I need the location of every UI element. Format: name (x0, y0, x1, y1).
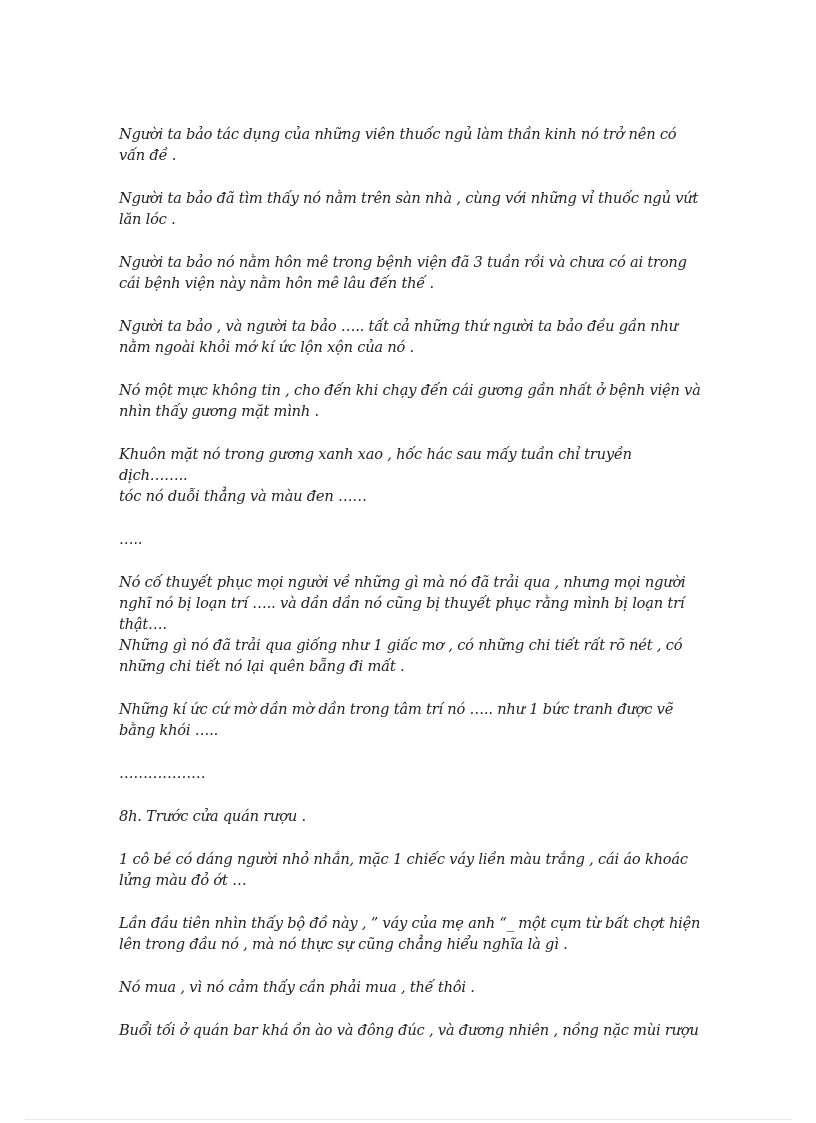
paragraph-ellipsis-1: ….. (119, 531, 143, 548)
page-bottom-divider (25, 1119, 791, 1120)
paragraph-9: Những gì nó đã trải qua giống như 1 giấc mơ , có những chi tiết rất rõ nét , có những chi tiết nó lại quên bẵng đi mất . (119, 637, 683, 675)
paragraph-15: Nó mua , vì nó cảm thấy cần phải mua , thế thôi . (119, 979, 475, 996)
paragraph-3: Người ta bảo nó nằm hôn mê trong bệnh viện đã 3 tuần rồi và chưa có ai trong cái bệnh viện này nằm hôn mê lâu đến thế . (119, 254, 687, 292)
paragraph-12: 8h. Trước cửa quán rượu . (119, 808, 306, 825)
paragraph-4: Người ta bảo , và người ta bảo ….. tất cả những thứ người ta bảo đều gần như nằm ngoài khỏi mớ kí ức lộn xộn của nó . (119, 318, 678, 356)
paragraph-13: 1 cô bé có dáng người nhỏ nhắn, mặc 1 chiếc váy liền màu trắng , cái áo khoác lửng màu đỏ ớt … (119, 851, 688, 889)
paragraph-5: Nó một mực không tin , cho đến khi chạy đến cái gương gần nhất ở bệnh viện và nhìn thấy gương mặt mình . (119, 382, 701, 420)
paragraph-16: Buổi tối ở quán bar khá ồn ào và đông đúc , và đương nhiên , nồng nặc mùi rượu (119, 1022, 699, 1039)
paragraph-2: Người ta bảo đã tìm thấy nó nằm trên sàn nhà , cùng với những vỉ thuốc ngủ vứt lăn lóc . (119, 190, 699, 228)
paragraph-8: Nó cố thuyết phục mọi người về những gì mà nó đã trải qua , nhưng mọi người nghĩ nó bị loạn trí ….. và dần dần nó cũng bị thuyết phục rằng mình bị loạn trí thật…. (119, 574, 686, 633)
paragraph-ellipsis-2: ……………… (119, 765, 206, 782)
paragraph-10: Những kí ức cứ mờ dần mờ dần trong tâm trí nó ….. như 1 bức tranh được vẽ bằng khói ….. (119, 701, 674, 739)
paragraph-1: Người ta bảo tác dụng của những viên thuốc ngủ làm thần kinh nó trở nên có vấn đề . (119, 126, 677, 164)
document-body (119, 124, 704, 1063)
paragraph-6: Khuôn mặt nó trong gương xanh xao , hốc hác sau mấy tuần chỉ truyền dịch…….. tóc nó duỗi thẳng và màu đen …… (119, 446, 632, 505)
paragraph-14: Lần đầu tiên nhìn thấy bộ đồ này , ” váy của mẹ anh “_ một cụm từ bất chợt hiện lên trong đầu nó , mà nó thực sự cũng chẳng hiểu nghĩa là gì . (119, 915, 701, 953)
